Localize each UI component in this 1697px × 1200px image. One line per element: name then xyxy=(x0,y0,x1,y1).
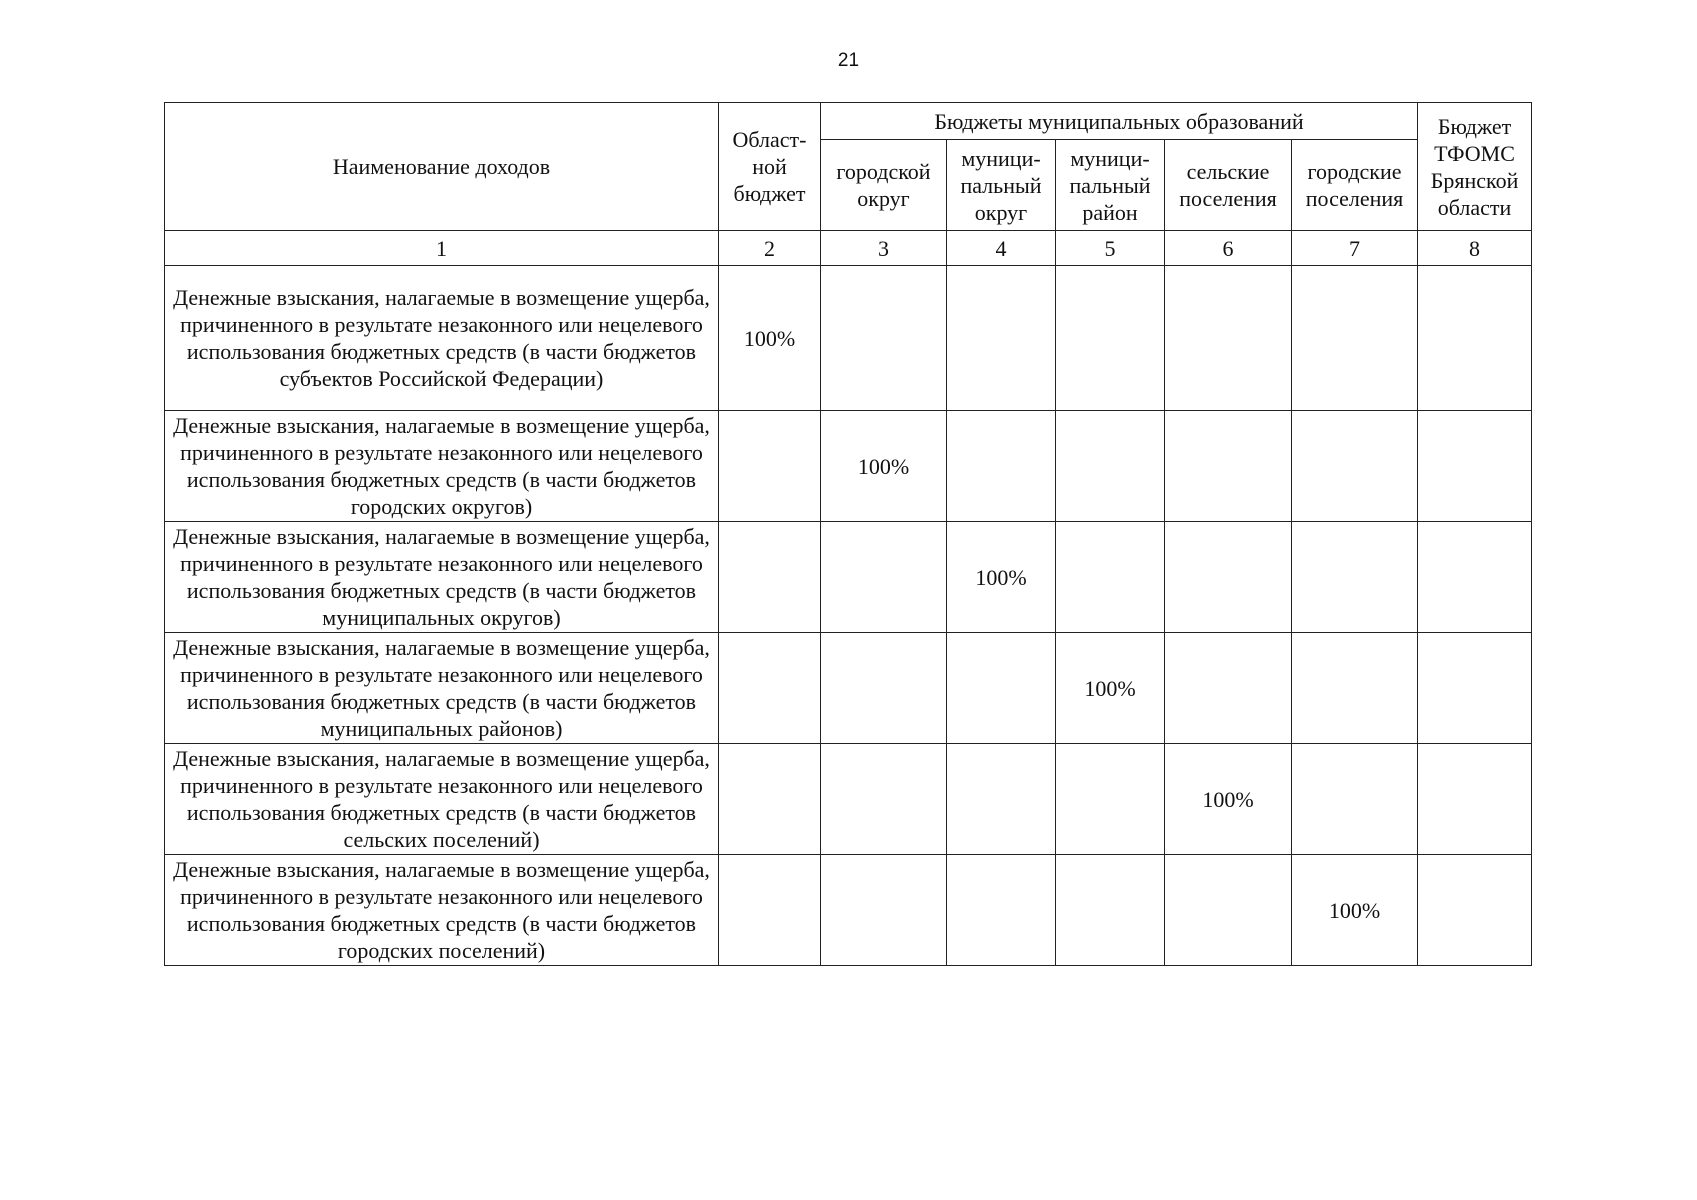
column-number: 1 xyxy=(165,231,719,266)
table-row xyxy=(165,522,1532,633)
municipal-region-cell xyxy=(1056,411,1165,522)
tfoms-budget-cell xyxy=(1418,633,1532,744)
header-city-district: городской округ xyxy=(821,140,947,231)
municipal-region-cell xyxy=(1056,744,1165,855)
revenue-name-cell: Денежные взыскания, налагаемые в возмещение ущерба, причиненного в результате незаконного или нецелевого использования бюджетных средств (в части бюджетов муниципальных округов) xyxy=(165,522,719,633)
page-number: 21 xyxy=(837,50,860,71)
column-number: 2 xyxy=(719,231,821,266)
column-number: 5 xyxy=(1056,231,1165,266)
urban-settlements-cell xyxy=(1292,633,1418,744)
header-tfoms-budget: Бюджет ТФОМС Брянской области xyxy=(1418,103,1532,231)
urban-settlements-cell xyxy=(1292,522,1418,633)
rural-settlements-cell xyxy=(1165,522,1292,633)
city-district-cell xyxy=(821,633,947,744)
column-number: 6 xyxy=(1165,231,1292,266)
header-revenue-name: Наименование доходов xyxy=(165,103,719,231)
regional-budget-cell: 100% xyxy=(719,266,821,411)
regional-budget-cell xyxy=(719,522,821,633)
regional-budget-cell xyxy=(719,411,821,522)
city-district-cell xyxy=(821,855,947,966)
column-number: 4 xyxy=(947,231,1056,266)
table-row xyxy=(165,744,1532,855)
header-urban-settlements: городские поселения xyxy=(1292,140,1418,231)
column-number: 8 xyxy=(1418,231,1532,266)
tfoms-budget-cell xyxy=(1418,744,1532,855)
header-rural-settlements: сельские поселения xyxy=(1165,140,1292,231)
tfoms-budget-cell xyxy=(1418,266,1532,411)
table-row xyxy=(165,633,1532,744)
revenue-name-cell: Денежные взыскания, налагаемые в возмещение ущерба, причиненного в результате незаконного или нецелевого использования бюджетных средств (в части бюджетов субъектов Российской Федерации) xyxy=(165,266,719,411)
regional-budget-cell xyxy=(719,633,821,744)
urban-settlements-cell: 100% xyxy=(1292,855,1418,966)
header-municipal-budgets: Бюджеты муниципальных образований xyxy=(821,103,1418,140)
municipal-district-cell xyxy=(947,266,1056,411)
municipal-region-cell xyxy=(1056,266,1165,411)
urban-settlements-cell xyxy=(1292,411,1418,522)
urban-settlements-cell xyxy=(1292,744,1418,855)
municipal-district-cell xyxy=(947,411,1056,522)
municipal-district-cell xyxy=(947,855,1056,966)
header-municipal-district: муници- пальный округ xyxy=(947,140,1056,231)
tfoms-budget-cell xyxy=(1418,855,1532,966)
tfoms-budget-cell xyxy=(1418,411,1532,522)
revenue-name-cell: Денежные взыскания, налагаемые в возмещение ущерба, причиненного в результате незаконного или нецелевого использования бюджетных средств (в части бюджетов городских округов) xyxy=(165,411,719,522)
regional-budget-cell xyxy=(719,744,821,855)
city-district-cell xyxy=(821,744,947,855)
revenue-name-cell: Денежные взыскания, налагаемые в возмещение ущерба, причиненного в результате незаконного или нецелевого использования бюджетных средств (в части бюджетов городских поселений) xyxy=(165,855,719,966)
municipal-region-cell: 100% xyxy=(1056,633,1165,744)
column-number: 7 xyxy=(1292,231,1418,266)
revenue-distribution-table xyxy=(164,102,1532,966)
table-row xyxy=(165,266,1532,411)
municipal-region-cell xyxy=(1056,522,1165,633)
tfoms-budget-cell xyxy=(1418,522,1532,633)
header-regional-budget: Област- ной бюджет xyxy=(719,103,821,231)
rural-settlements-cell: 100% xyxy=(1165,744,1292,855)
rural-settlements-cell xyxy=(1165,633,1292,744)
column-number: 3 xyxy=(821,231,947,266)
revenue-name-cell: Денежные взыскания, налагаемые в возмещение ущерба, причиненного в результате незаконного или нецелевого использования бюджетных средств (в части бюджетов сельских поселений) xyxy=(165,744,719,855)
city-district-cell: 100% xyxy=(821,411,947,522)
revenue-name-cell: Денежные взыскания, налагаемые в возмещение ущерба, причиненного в результате незаконного или нецелевого использования бюджетных средств (в части бюджетов муниципальных районов) xyxy=(165,633,719,744)
rural-settlements-cell xyxy=(1165,266,1292,411)
table-row xyxy=(165,411,1532,522)
municipal-region-cell xyxy=(1056,855,1165,966)
municipal-district-cell xyxy=(947,633,1056,744)
header-municipal-region: муници- пальный район xyxy=(1056,140,1165,231)
table-row xyxy=(165,855,1532,966)
column-number-row xyxy=(165,231,1532,266)
rural-settlements-cell xyxy=(1165,411,1292,522)
regional-budget-cell xyxy=(719,855,821,966)
rural-settlements-cell xyxy=(1165,855,1292,966)
municipal-district-cell: 100% xyxy=(947,522,1056,633)
municipal-district-cell xyxy=(947,744,1056,855)
city-district-cell xyxy=(821,522,947,633)
city-district-cell xyxy=(821,266,947,411)
urban-settlements-cell xyxy=(1292,266,1418,411)
